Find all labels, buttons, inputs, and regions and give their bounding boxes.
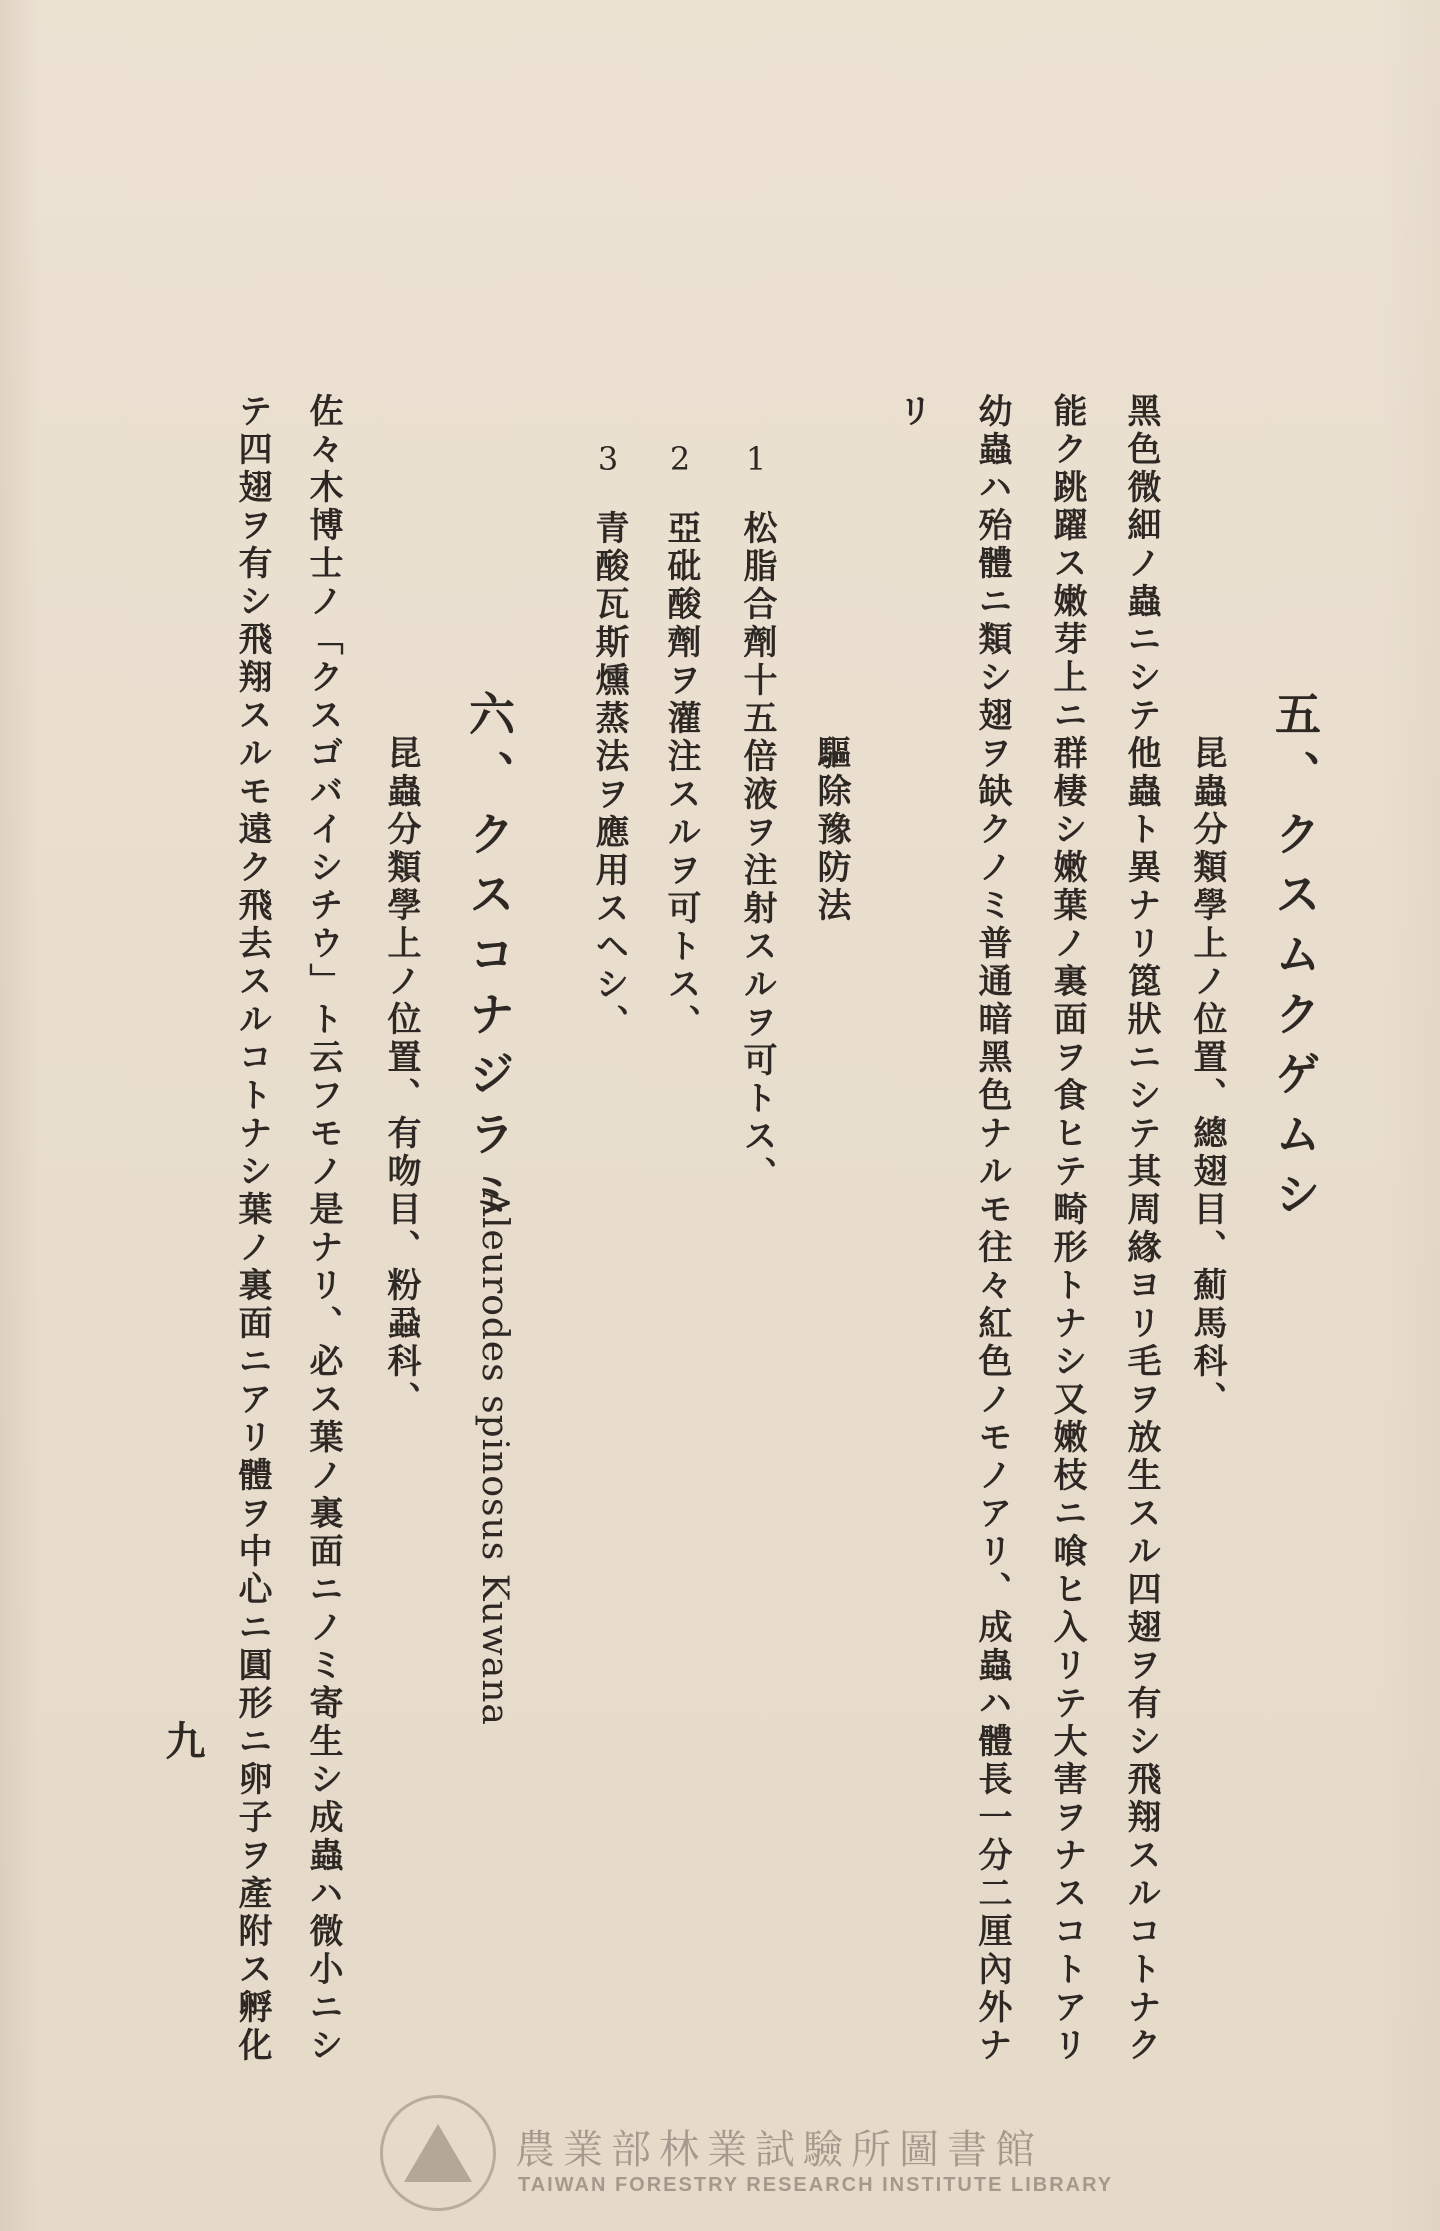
method-1-text: 松脂合劑十五倍液ヲ注射スルヲ可トス、 xyxy=(737,510,777,1194)
page-number: 九 xyxy=(159,1720,206,1764)
library-seal-icon xyxy=(380,2095,496,2211)
section-5-classification: 昆蟲分類學上ノ位置、總翅目、薊馬科、 xyxy=(1187,735,1227,1419)
methods-title: 驅除豫防法 xyxy=(811,735,851,925)
library-name-en: TAIWAN FORESTRY RESEARCH INSTITUTE LIBRARY xyxy=(518,2174,1114,2196)
section-5-paragraph-line: 幼蟲ハ殆體ニ類シ翅ヲ缺クノミ普通暗黑色ナルモ往々紅色ノモノアリ、成蟲ハ體長一分二厘內外ナ xyxy=(972,393,1012,2065)
method-3-number: 3 xyxy=(589,440,627,482)
section-6-heading: 六、クスコナジラミ xyxy=(462,690,516,1230)
section-6-classification: 昆蟲分類學上ノ位置、有吻目、粉蝨科、 xyxy=(381,735,421,1419)
section-6-latin-name: Aleurodes spinosus Kuwana xyxy=(474,1190,515,1726)
method-1-number: 1 xyxy=(737,440,775,482)
section-5-paragraph-line: 能ク跳躍ス嫩芽上ニ群棲シ嫩葉ノ裏面ヲ食ヒテ畸形トナシ又嫩枝ニ喰ヒ入リテ大害ヲナスコトアリ xyxy=(1047,393,1087,2065)
section-5-heading: 五、クスムクゲムシ xyxy=(1268,690,1322,1230)
section-6-paragraph-line: 佐々木博士ノ「クスゴバイシチウ」ト云フモノ是ナリ、必ス葉ノ裏面ニノミ寄生シ成蟲ハ微小ニシ xyxy=(303,393,343,2065)
section-6-paragraph-line: テ四翅ヲ有シ飛翔スルモ遠ク飛去スルコトナシ葉ノ裏面ニアリ體ヲ中心ニ圓形ニ卵子ヲ產附ス孵化 xyxy=(232,393,272,2065)
section-5-paragraph-line: リ xyxy=(892,393,932,431)
section-5-paragraph-line: 黑色微細ノ蟲ニシテ他蟲ト異ナリ箆狀ニシテ其周緣ヨリ毛ヲ放生スル四翅ヲ有シ飛翔スルコトナク xyxy=(1121,393,1161,2065)
method-2-number: 2 xyxy=(661,440,699,482)
method-2-text: 亞砒酸劑ヲ灌注スルヲ可トス、 xyxy=(661,510,701,1042)
method-3-text: 青酸瓦斯燻蒸法ヲ應用スヘシ、 xyxy=(589,510,629,1042)
library-name-cn: 農業部林業試驗所圖書館 xyxy=(515,2127,1043,2173)
